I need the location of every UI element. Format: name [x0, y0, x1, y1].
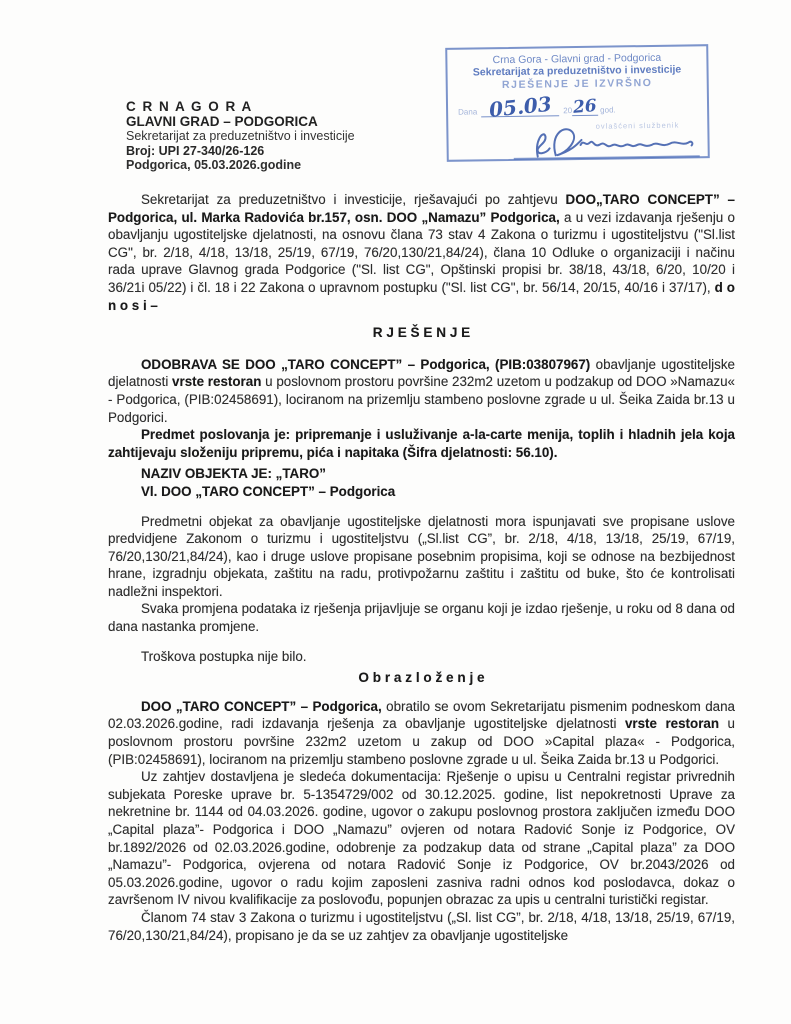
bold-text-run: DOO„TARO CONCEPT” – Podgorica, ul. Marka Radovića br.157, osn. DOO „Namazu” Podgorica,: [108, 192, 735, 225]
bold-text-run: vrste restoran: [172, 374, 262, 390]
paragraph: [108, 356, 735, 426]
paragraph: [108, 483, 735, 501]
paragraph: [108, 465, 735, 483]
stamp-officer-label: ovlašćeni službenik: [595, 120, 680, 131]
paragraph: [108, 909, 735, 944]
stamp-year-slot: [572, 95, 598, 118]
letterhead-country: C R N A G O R A: [126, 99, 253, 114]
paragraph: [108, 191, 735, 314]
bold-text-run: ODOBRAVA SE DOO „TARO CONCEPT” – Podgorica, (PIB:03807967): [141, 356, 591, 372]
stamp-status-line: RJEŠENJE JE IZVRŠNO: [501, 76, 653, 92]
letterhead: [126, 100, 355, 173]
handwritten-year: 26: [572, 95, 598, 118]
bold-text-run: Vl. DOO „TARO CONCEPT” – Podgorica: [141, 483, 396, 499]
letterhead-city: GLAVNI GRAD – PODGORICA: [126, 113, 318, 129]
document-body: [108, 191, 735, 944]
stamp-date-slot: [481, 91, 559, 122]
bold-text-run: Predmet poslovanja je: pripremanje i usluživanje a-la-carte menija, toplih i hladnih jela koja zahtijevaju složeniju pripremu, pića i napitaka (Šifra djelatnosti: 56.10).: [108, 427, 735, 460]
paragraph: [108, 648, 735, 666]
text-run: u poslovnom prostoru površine 232m2 uzetom u zakup od DOO »Capital plaza« - Podgorica, (PIB:02458691), lociranom na prizemlju stambeno poslovne zgrade u ul. Šeika Zaida br.13 u Podgorici.: [108, 716, 735, 767]
bold-text-run: d o n o s i –: [108, 279, 735, 313]
stamp-signature-area: [454, 114, 702, 161]
bold-text-run: vrste restoran: [624, 716, 720, 732]
bold-text-run: NAZIV OBJEKTA JE: „TARO”: [141, 466, 326, 482]
section-heading: O b r a z l o ž e n j e: [358, 670, 485, 686]
text-run: u poslovnom prostoru površine 232m2 uzetom u podzakup od DOO »Namazu« - Podgorica, (PIB:02458691), lociranom na prizemlju stambeno poslovne zgrade u ul. Šeika Zaida br.13 u Podgorici.: [108, 374, 735, 425]
paragraph: [108, 768, 735, 909]
paragraph: [108, 698, 735, 768]
text-run: Troškova postupka nije bilo.: [141, 648, 307, 664]
bold-text-run: DOO „TARO CONCEPT” – Podgorica,: [141, 698, 382, 714]
text-run: obratilo se ovom Sekretarijatu pismenim podneskom dana 02.03.2026.godine, radi izdavanja rješenja za obavljanje ugostiteljske djelatnosti: [108, 698, 736, 732]
text-run: obavljanje ugostiteljske djelatnosti: [108, 356, 735, 390]
stamp-department-line: Sekretarijat za preduzetništvo i investicije: [472, 63, 682, 79]
text-run: Predmetni objekat za obavljanje ugostiteljske djelatnosti mora ispunjavati sve propisane uslove predvidjene Zakonom o turizmu i ugostiteljstvu („Sl.list CG”, br. 2/18, 4/18, 13/18, 25/19, 67/19, 76/20,130/21,84/24), kao i druge uslove propisane posebnim propisima, koji se odnose na bezbijednost hrane, izgradnju objekata, zaštitu na radu, protivpožarnu zaštitu i zaštitu od buke, što će kontrolisati nadležni inspektori.: [108, 513, 735, 599]
executed-stamp: [445, 44, 710, 162]
stamp-date-row: [454, 88, 701, 122]
text-run: Uz zahtjev dostavljena je sledeća dokumentacija: Rješenje o upisu u Centralni registar privrednih subjekata Poreske uprave br. 5-1354729/002 od 30.12.2025. godine, list nepokretnosti Uprave za nekretnine br. 1144 od 04.03.2026. godine, ugovor o zakupu poslovnog prostora zaključen između DOO „Capital plaza”- Podgorica i DOO „Namazu” ovjeren od notara Radović Sonje iz Podgorice, OV br.1892/2026 od 02.03.2026.godine, odobrenje za podzakup data od strane „Capital plaza” za DOO „Namazu”- Podgorica, ovjerena od notara Radović Sonje iz Podgorice, OV br.2043/2026 od 05.03.2026.godine, ugovor o radu kojim zaposleni zasniva radni odnos kod poslodavca, dokaz o završenom IV nivou kvalifikacije za poslovođu, popunjen obrazac za upis u centralni turistički registar.: [108, 769, 735, 908]
paragraph: [108, 426, 735, 461]
text-run: Članom 74 stav 3 Zakona o turizmu i ugostiteljstvu („Sl. list CG”, br. 2/18, 4/18, 13/18, 25/19, 67/19, 76/20,130/21,84/24), propisano je da se uz zahtjev za obavljanje ugostiteljske: [108, 909, 735, 943]
paragraph: [108, 513, 735, 601]
stamp-year-suffix: god.: [600, 105, 616, 115]
text-run: Svaka promjena podataka iz rješenja prijavljuje se organu koji je izdao rješenje, u roku od 8 dana od dana nastanka promjene.: [108, 601, 735, 635]
section-heading: R J E Š E N J E: [372, 325, 471, 341]
handwritten-date: 05.03: [487, 91, 553, 122]
stamp-year-prefix: 20: [563, 106, 573, 116]
text-run: a u vezi izdavanja rješenju o obavljanju ugostiteljske djelatnosti, na osnovu člana 73 stav 4 Zakona o turizmu i ugostiteljstvu ("Sl.list CG", br. 2/18, 4/18, 13/18, 25/19, 67/19, 76/20,130/21,84/24), člana 10 Odluke o organizaciji i načinu rada uprave Glavnog grada Podgorice ("Sl. list CG", Opštinski propisi br. 38/18, 43/18, 6/20, 10/20 i 36/21i 05/22) i čl. 18 i 22 Zakona o upravnom postupku ("Sl. list CG", br. 56/14, 20/15, 40/16 i 37/17),: [108, 209, 735, 295]
letterhead-reference-number: Broj: UPI 27-340/26-126: [126, 143, 265, 158]
paragraph: [108, 600, 735, 635]
letterhead-place-date: Podgorica, 05.03.2026.godine: [126, 158, 302, 173]
stamp-date-label: Dana: [458, 107, 478, 117]
stamp-authority-line: Crna Gora - Glavni grad - Podgorica: [492, 51, 662, 67]
text-run: Sekretarijat za preduzetništvo i investicije, rješavajući po zahtjevu: [141, 192, 566, 207]
letterhead-department: Sekretarijat za preduzetništvo i investicije: [126, 129, 355, 144]
